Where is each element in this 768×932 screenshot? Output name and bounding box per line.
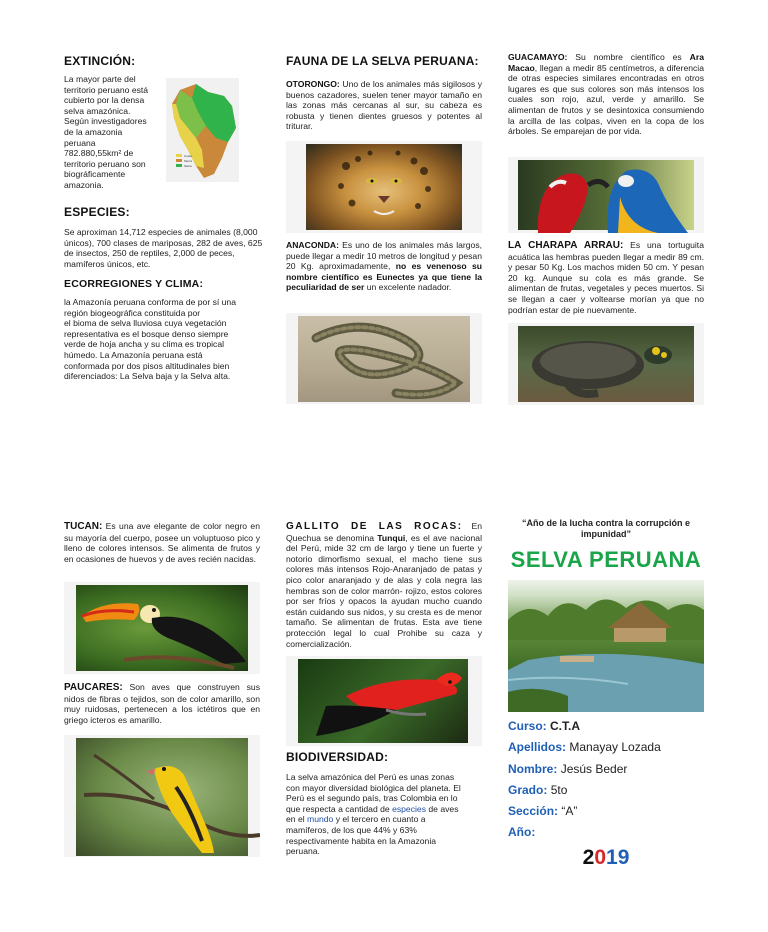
anaconda-desc: Es uno de los animales más largos, puede llegar a medir 10 metros de longitud y pesan 20 Kg. aproximadamente, <box>286 240 482 272</box>
guacamayo-scientific-name: Ara Macao <box>508 52 704 73</box>
text: que respecta a cantidad de <box>286 803 393 814</box>
seccion-row <box>508 804 577 818</box>
anaconda-name: ANACONDA: <box>286 240 339 250</box>
anaconda-desc-end: un excelente nadador. <box>364 282 452 293</box>
text: de aves <box>426 803 459 814</box>
charapa-desc: Es una tortuguita acuática las hembras pueden llegar a medir 89 cm. y pesar 50 Kg. Los machos miden 50 cm. Y pesan 20 kg. Aunque su cola es más grande. Se alimentan de frutas, vegetales y peces muertos. Si se llegan a caer y voltearse morían ya que no podrían estar de pie nuevamente. <box>508 240 704 315</box>
year-digit: 9 <box>617 846 630 869</box>
ecorregiones-text <box>64 297 264 382</box>
grado-row <box>508 783 567 797</box>
text: y el tercero en cuanto a <box>333 814 426 825</box>
line: húmedo. La Amazonía peruana está <box>64 349 203 360</box>
mundo-link[interactable]: mundo <box>307 814 334 825</box>
map-legend-label: Sierra <box>184 159 193 163</box>
cover-title: SELVA PERUANA <box>510 547 702 572</box>
oriole-image <box>64 735 260 857</box>
gallito-quechua-name: Tunqui <box>377 532 406 543</box>
grado-label: Grado: <box>508 783 548 797</box>
line: peruana <box>64 137 96 148</box>
seccion-value: “A” <box>561 804 578 818</box>
especies-heading: ESPECIES: <box>64 205 130 219</box>
nombre-label: Nombre: <box>508 762 558 776</box>
otorongo-name: OTORONGO: <box>286 79 340 89</box>
text: peruana. <box>286 846 320 857</box>
line: territorio peruano son <box>64 158 146 169</box>
apellidos-label: Apellidos: <box>508 740 567 754</box>
nombre-value: Jesús Beder <box>560 762 628 776</box>
anaconda-text <box>286 240 482 293</box>
line: amazonia. <box>64 179 104 190</box>
especies-link[interactable]: especies <box>392 803 426 814</box>
year <box>508 846 704 870</box>
guacamayo-text <box>508 52 704 137</box>
text: en el <box>286 814 308 825</box>
lodge-image <box>508 580 704 712</box>
line <box>286 814 482 825</box>
extincion-heading: EXTINCIÓN: <box>64 54 136 68</box>
line: verde de hoja ancha y su clima es tropical <box>64 339 225 350</box>
paucares-text <box>64 682 260 725</box>
anio-row <box>508 825 535 839</box>
line <box>286 783 482 794</box>
ecorregiones-heading: ECORREGIONES Y CLIMA: <box>64 278 204 290</box>
line: de la amazonia <box>64 126 123 137</box>
apellidos-value: Manayay Lozada <box>569 740 661 754</box>
line: el bioma de selva lluviosa cuya vegetación <box>64 318 227 329</box>
guacamayo-desc: Su nombre científico es <box>567 52 690 62</box>
curso-row <box>508 719 580 733</box>
otorongo-desc: Uno de los animales más sigilosos y buenos cazadores, suelen tener mayor tamaño en las zonas más cercanas al sur, su cabeza es robusta y tienen dientes gruesos y potentes al triturar. <box>286 79 482 132</box>
text: Perú es el segundo país, tras Colombia en lo <box>286 793 458 804</box>
apellidos-row <box>508 740 661 754</box>
nombre-row <box>508 762 627 776</box>
anio-label: Año: <box>508 825 536 839</box>
line: la Amazonía peruana conforma de por sí una <box>64 297 236 307</box>
toucan-image <box>64 582 260 674</box>
curso-value: C.T.A <box>550 719 581 733</box>
year-digit: 0 <box>594 846 606 869</box>
gallito-desc: En Quechua se denomina <box>286 521 483 543</box>
grado-value: 5to <box>550 783 568 797</box>
text: mamíferos, de los que 44% y 63% <box>286 824 417 835</box>
line: 782.880,55km² de <box>64 148 134 159</box>
turtle-image <box>508 323 704 405</box>
extincion-text <box>64 74 164 191</box>
line <box>286 793 482 804</box>
line: territorio peruano está <box>64 84 149 95</box>
jaguar-image <box>286 141 482 233</box>
biodiversidad-heading: BIODIVERSIDAD: <box>286 750 389 764</box>
line: La mayor parte del <box>64 74 136 84</box>
map-legend-label: Costa <box>184 154 192 158</box>
biodiversidad-text <box>286 772 482 857</box>
anaconda-desc-bold: no es venenoso su nombre científico es Eunectes ya que tiene la peculiaridad de ser <box>286 261 482 293</box>
line <box>286 825 482 836</box>
line <box>286 772 482 783</box>
anaconda-image <box>286 313 482 404</box>
map-legend-label: Selva <box>184 164 192 168</box>
year-digit: 2 <box>582 846 595 869</box>
paucares-desc: Son aves que construyen sus nidos de fibras o tejidos, son de color amarillo, son muy ruidosas, pertenecen a los ictétiros que en griego icteros es amarillo. <box>64 682 260 725</box>
text: con mayor diversidad biológica del planeta. El <box>286 782 461 793</box>
seccion-label: Sección: <box>508 804 559 818</box>
guacamayo-name: GUACAMAYO: <box>508 52 568 62</box>
gallito-name: GALLITO DE LAS ROCAS: <box>286 521 463 532</box>
guacamayo-desc-2: , llegan a medir 85 centímetros, a diferencia de otras especies similares encontradas en otros lugares es que sus colores son más intensos los cuales son rojo, azul, verde y amarillo. Se alimentan de frutos y se desintoxica consumiendo la arcilla de las colpas, viven en la copa de los árboles. Se emparejan de por vida. <box>508 62 704 137</box>
charapa-text <box>508 240 704 315</box>
line <box>286 836 482 847</box>
line: cubierto por la densa <box>64 95 145 106</box>
otorongo-text <box>286 79 482 132</box>
gallito-text <box>286 521 482 649</box>
especies-text: Se aproximan 14,712 especies de animales (8,000 únicos), 700 clases de mariposas, 282 de aves, 625 de insectos, 250 de reptiles, 2,000 de peces, mamíferos únicos, etc. <box>64 227 263 269</box>
line: selva amazónica. <box>64 105 131 116</box>
motto: “Año de la lucha contra la corrupción e impunidad” <box>521 518 691 539</box>
fauna-heading: FAUNA DE LA SELVA PERUANA: <box>286 54 479 68</box>
gallito-desc-2: , es el ave nacional del Perú, mide 32 cm de largo y tiene un fuerte y notorio dimorfismo sexual, el macho tiene sus colores más intensos Rojo-Anaranjado de patas y pico color anaranjado y de alas y cola negra las hembras son de color marrón- rojizo, estos colores por ser fríos y opacos la ayudan mucho cuando están cuidando sus nidos, y su cresta es de menor tamaño. Se alimentan de frutas. Esta ave tiene protección legal lo cual Prohibe su caza y comercialización. <box>286 532 482 649</box>
year-digit: 1 <box>606 846 618 869</box>
line: región biogeográfica constituida por <box>64 307 201 318</box>
tucan-desc: Es una ave elegante de color negro en su mayoría del cuerpo, posee un voluptuoso pico y lleno de colores intensos. Se alimenta de frutos y en ocasiones de huevos y de aves recién nacidas. <box>64 521 260 564</box>
text: La selva amazónica del Perú es unas zonas <box>286 772 455 782</box>
line: diferenciados: La Selva baja y la Selva alta. <box>64 371 231 382</box>
tucan-name: TUCAN: <box>64 521 103 532</box>
text: respectivamente habita en la Amazonia <box>286 835 437 846</box>
curso-label: Curso: <box>508 719 547 733</box>
line: conformada por dos pisos altitudinales bien <box>64 360 230 371</box>
line: Según investigadores <box>64 116 147 127</box>
tucan-text <box>64 521 260 564</box>
peru-map-image <box>166 78 239 182</box>
line: biográficamente <box>64 169 126 180</box>
line: representativa es el bosque denso siempre <box>64 328 229 339</box>
line <box>286 804 482 815</box>
macaw-image <box>508 157 704 233</box>
paucares-name: PAUCARES: <box>64 682 123 693</box>
cock-of-the-rock-image <box>286 656 482 746</box>
charapa-name: LA CHARAPA ARRAU: <box>508 240 624 251</box>
line <box>286 846 482 857</box>
